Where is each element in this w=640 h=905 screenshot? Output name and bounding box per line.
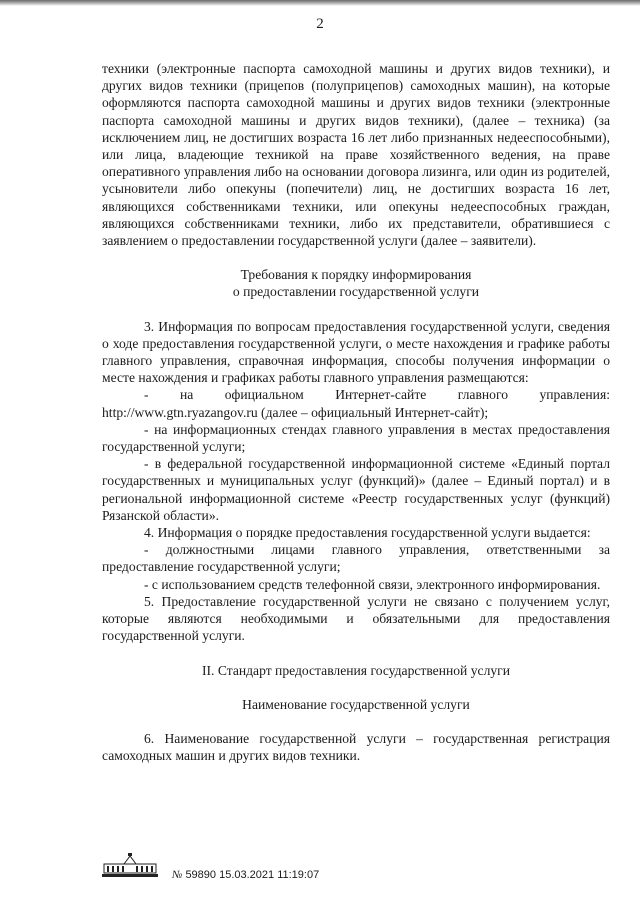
list-item-website: - на официальном Интернет-сайте главного управления: http://www.gtn.ryazangov.ru (далее – официальный Интернет-сайт);: [102, 387, 610, 420]
paragraph-3: 3. Информация по вопросам предоставления государственной услуги, сведения о ходе предоставления государственной услуги, о месте нахождения и графике работы главного управления, справочная информация, способы получения информации о месте нахождения и графиках работы главного управления размещаются:: [102, 318, 610, 386]
doc-timestamp: 15.03.2021 11:19:07: [219, 869, 320, 881]
list-item-officials: - должностными лицами главного управления, ответственными за предоставление государственной услуги;: [102, 542, 610, 575]
paragraph-6: 6. Наименование государственной услуги – государственная регистрация самоходных машин и других видов техники.: [102, 730, 610, 764]
paragraph-5: 5. Предоставление государственной услуги не связано с получением услуг, которые являются необходимыми и обязательными для предоставления государственной услуги.: [102, 593, 610, 644]
scan-edge: [0, 0, 640, 6]
government-building-icon: [100, 852, 160, 878]
list-item-stands: - на информационных стендах главного управления в местах предоставления государственной услуги;: [102, 421, 610, 455]
page-number: 2: [316, 16, 324, 32]
list-item-portal: - в федеральной государственной информационной системе «Единый портал государственных и муниципальных услуг (функций)» (далее – Единый портал) и в региональной информационной системе «Реестр государственных услуг (функций) Рязанской области».: [102, 456, 610, 523]
paragraph-applicants: техники (электронные паспорта самоходной машины и других видов техники), и других видов техники (прицепов (полуприцепов) самоходных машин), на которые оформляются паспорта самоходной машины и других видов техники (электронные паспорта самоходной машины и других видов техники), (далее – техника) (за исключением лиц, не достигших возраста 16 лет либо признанных недееспособными), или лица, владеющие техникой на праве хозяйственного ведения, на праве оперативного управления либо на основании договора лизинга, или один из родителей, усыновители либо опекуны (попечители) лиц, не достигших возраста 16 лет, являющихся собственниками техники, или опекуны недееспособных граждан, являющихся собственниками техники, либо их представители, обратившиеся с заявлением о предоставлении государственной услуги (далее – заявители).: [102, 61, 610, 249]
chapter-heading: II. Стандарт предоставления государственной услуги: [201, 662, 510, 678]
doc-number: 59890: [185, 869, 217, 881]
section-heading-line-2: о предоставлении государственной услуги: [232, 284, 480, 300]
paragraph-4: 4. Информация о порядке предоставления государственной услуги выдается:: [144, 525, 591, 541]
section-heading-line-1: Требования к порядку информирования: [240, 267, 472, 283]
number-sign: №: [172, 869, 183, 881]
subsection-heading: Наименование государственной услуги: [242, 696, 470, 712]
list-item-phone: - с использованием средств телефонной связи, электронного информирования.: [144, 576, 601, 592]
footer: [100, 852, 500, 892]
registration-stamp: [172, 868, 319, 882]
document-body: [102, 60, 610, 764]
